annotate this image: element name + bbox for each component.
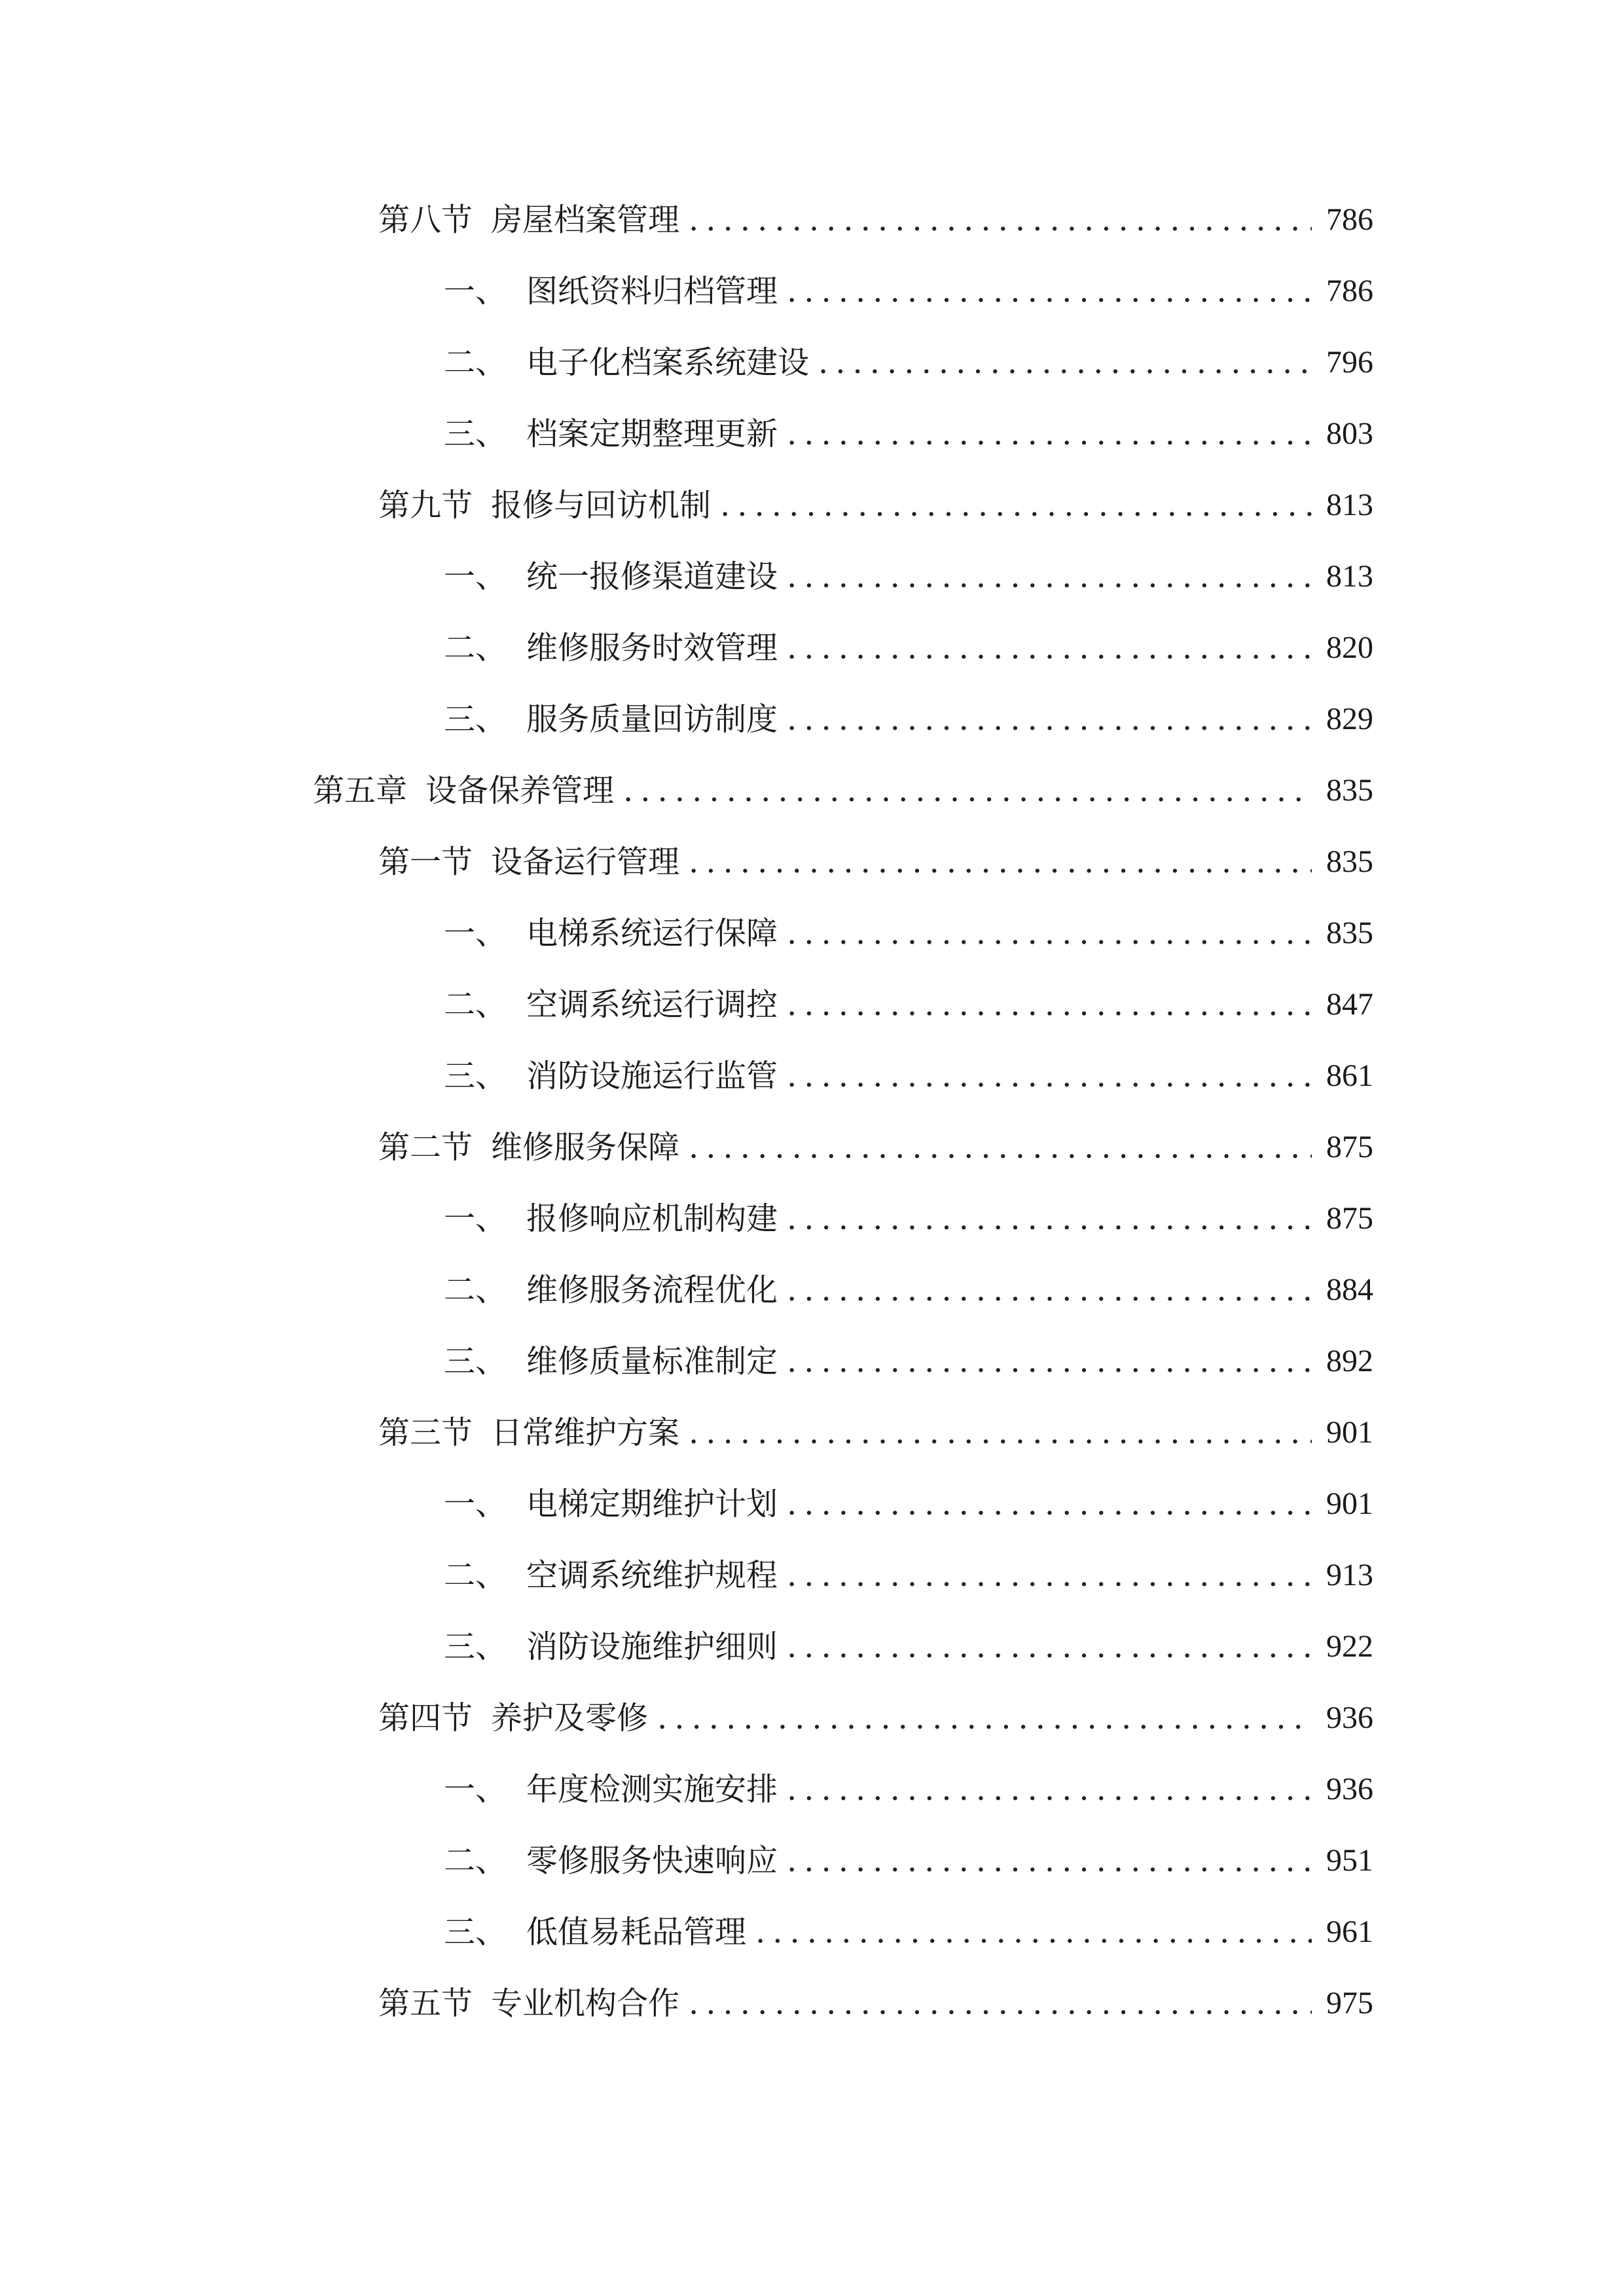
toc-entry-section[interactable] (378, 1407, 1373, 1459)
toc-page-number: 892 (1326, 1344, 1373, 1378)
toc-entry-title: 房屋档案管理 (491, 202, 680, 238)
toc-entry-label (444, 1549, 778, 1602)
toc-entry-title: 维修服务时效管理 (526, 630, 778, 666)
toc-entry-item[interactable] (444, 336, 1373, 389)
toc-entry-number: 一、 (444, 915, 507, 952)
toc-entry-title: 日常维护方案 (491, 1414, 680, 1451)
dot-leader (689, 1407, 1312, 1459)
dot-leader (787, 978, 1312, 1031)
toc-entry-label (444, 1763, 778, 1816)
dot-leader (787, 408, 1312, 460)
dot-leader (787, 1835, 1312, 1887)
toc-page-number: 975 (1326, 1986, 1373, 2020)
toc-entry-title: 图纸资料归档管理 (526, 273, 778, 310)
toc-page-number: 796 (1326, 345, 1373, 380)
toc-entry-label (378, 194, 679, 246)
toc-entry-title: 维修服务保障 (491, 1129, 680, 1166)
toc-page-number: 829 (1326, 702, 1373, 736)
toc-entry-title: 空调系统维护规程 (526, 1557, 778, 1594)
toc-page-number: 820 (1326, 630, 1373, 665)
toc-page-number: 875 (1326, 1201, 1373, 1236)
toc-entry-section[interactable] (378, 194, 1373, 246)
toc-entry-label (444, 907, 778, 960)
toc-entry-label (378, 836, 679, 888)
toc-entry-number: 二、 (444, 1557, 507, 1594)
toc-entry-number: 第四节 (378, 1700, 473, 1736)
toc-page-number: 951 (1326, 1843, 1373, 1878)
toc-entry-label (313, 764, 614, 817)
toc-entry-title: 维修服务流程优化 (526, 1272, 778, 1308)
dot-leader (720, 479, 1312, 531)
toc-entry-item[interactable] (444, 907, 1373, 960)
toc-page-number: 884 (1326, 1272, 1373, 1307)
toc-entry-title: 低值易耗品管理 (526, 1914, 747, 1950)
dot-leader (787, 1549, 1312, 1602)
dot-leader (689, 194, 1312, 246)
toc-entry-number: 三、 (444, 701, 507, 738)
toc-entry-number: 三、 (444, 1628, 507, 1665)
toc-entry-number: 二、 (444, 630, 507, 666)
toc-entry-number: 第五章 (313, 772, 408, 809)
toc-entry-title: 报修响应机制构建 (526, 1200, 778, 1237)
toc-page-number: 961 (1326, 1914, 1373, 1949)
toc-entry-label (444, 336, 809, 389)
toc-entry-number: 二、 (444, 1842, 507, 1879)
toc-entry-label (444, 1193, 778, 1245)
toc-entry-title: 统一报修渠道建设 (526, 558, 778, 595)
toc-entry-number: 三、 (444, 1343, 507, 1380)
dot-leader (787, 1193, 1312, 1245)
toc-entry-item[interactable] (444, 408, 1373, 460)
toc-entry-label (444, 1478, 778, 1530)
toc-entry-section[interactable] (378, 1692, 1373, 1744)
dot-leader (787, 550, 1312, 603)
toc-entry-title: 年度检测实施安排 (526, 1771, 778, 1808)
dot-leader (787, 1621, 1312, 1673)
toc-entry-title: 维修质量标准制定 (526, 1343, 778, 1380)
dot-leader (689, 836, 1312, 888)
dot-leader (787, 693, 1312, 745)
toc-entry-label (444, 978, 778, 1031)
toc-entry-item[interactable] (444, 1906, 1373, 1958)
toc-page-number: 901 (1326, 1415, 1373, 1450)
toc-entry-number: 第五节 (378, 1985, 473, 2022)
toc-entry-item[interactable] (444, 1549, 1373, 1602)
toc-entry-title: 消防设施维护细则 (526, 1628, 778, 1665)
toc-entry-title: 电梯定期维护计划 (526, 1486, 778, 1522)
toc-entry-item[interactable] (444, 978, 1373, 1031)
toc-entry-label (378, 479, 711, 531)
toc-page-number: 875 (1326, 1130, 1373, 1164)
toc-entry-label (444, 1621, 778, 1673)
dot-leader (787, 1478, 1312, 1530)
toc-entry-number: 二、 (444, 344, 507, 381)
toc-entry-title: 消防设施运行监管 (526, 1058, 778, 1094)
dot-leader (787, 1050, 1312, 1102)
toc-entry-number: 一、 (444, 558, 507, 595)
toc-entry-label (444, 265, 778, 317)
toc-entry-item[interactable] (444, 1621, 1373, 1673)
toc-entry-item[interactable] (444, 1763, 1373, 1816)
toc-entry-number: 二、 (444, 1272, 507, 1308)
dot-leader (818, 336, 1312, 389)
toc-entry-title: 服务质量回访制度 (526, 701, 778, 738)
dot-leader (689, 1977, 1312, 2030)
toc-entry-number: 三、 (444, 416, 507, 452)
toc-page-number: 901 (1326, 1486, 1373, 1521)
toc-entry-number: 二、 (444, 986, 507, 1023)
toc-entry-label (444, 1264, 778, 1316)
toc-entry-title: 设备运行管理 (491, 844, 680, 880)
toc-entry-item[interactable] (444, 1478, 1373, 1530)
toc-page-number: 813 (1326, 488, 1373, 522)
dot-leader (657, 1692, 1312, 1744)
toc-entry-label (378, 1977, 679, 2030)
toc-entry-title: 设备保养管理 (425, 772, 615, 809)
toc-page-number: 847 (1326, 987, 1373, 1022)
toc-page-number: 936 (1326, 1772, 1373, 1806)
toc-entry-item[interactable] (444, 1835, 1373, 1887)
toc-entry-section[interactable] (378, 836, 1373, 888)
toc-entry-label (444, 1906, 746, 1958)
toc-entry-number: 一、 (444, 1771, 507, 1808)
toc-entry-title: 档案定期整理更新 (526, 416, 778, 452)
dot-leader (787, 907, 1312, 960)
toc-page-number: 922 (1326, 1629, 1373, 1664)
toc-entry-title: 专业机构合作 (491, 1985, 680, 2022)
toc-entry-number: 第八节 (378, 202, 473, 238)
toc-page-number: 803 (1326, 416, 1373, 451)
toc-entry-title: 电梯系统运行保障 (526, 915, 778, 952)
toc-page-number: 835 (1326, 916, 1373, 950)
toc-page-number: 936 (1326, 1700, 1373, 1735)
toc-entry-item[interactable] (444, 550, 1373, 603)
toc-entry-number: 第二节 (378, 1129, 473, 1166)
toc-entry-number: 一、 (444, 1200, 507, 1237)
toc-entry-number: 第三节 (378, 1414, 473, 1451)
toc-entry-label (444, 1835, 778, 1887)
toc-entry-chapter[interactable] (313, 764, 1373, 817)
dot-leader (787, 1335, 1312, 1388)
toc-entry-label (444, 550, 778, 603)
dot-leader (787, 265, 1312, 317)
toc-entry-item[interactable] (444, 622, 1373, 674)
toc-entry-title: 空调系统运行调控 (526, 986, 778, 1023)
toc-entry-title: 养护及零修 (491, 1700, 649, 1736)
toc-page-number: 861 (1326, 1058, 1373, 1093)
toc-page-number: 913 (1326, 1558, 1373, 1592)
toc-entry-number: 三、 (444, 1058, 507, 1094)
toc-page-number: 813 (1326, 559, 1373, 594)
toc-entry-label (444, 1050, 778, 1102)
toc-page-number: 835 (1326, 773, 1373, 808)
toc-entry-number: 第一节 (378, 844, 473, 880)
toc-entry-item[interactable] (444, 1193, 1373, 1245)
toc-entry-item[interactable] (444, 1335, 1373, 1388)
toc-entry-label (378, 1407, 679, 1459)
toc-entry-item[interactable] (444, 1050, 1373, 1102)
dot-leader (787, 1763, 1312, 1816)
toc-entry-section[interactable] (378, 1977, 1373, 2030)
toc-entry-section[interactable] (378, 1121, 1373, 1174)
toc-page-number: 786 (1326, 202, 1373, 237)
toc-entry-number: 一、 (444, 1486, 507, 1522)
toc-entry-label (444, 408, 778, 460)
toc-entry-title: 报修与回访机制 (491, 487, 712, 524)
toc-entry-item[interactable] (444, 265, 1373, 317)
dot-leader (787, 622, 1312, 674)
toc-page-number: 786 (1326, 274, 1373, 308)
toc-entry-label (378, 1121, 679, 1174)
toc-entry-item[interactable] (444, 693, 1373, 745)
toc-entry-number: 一、 (444, 273, 507, 310)
toc-page-number: 835 (1326, 844, 1373, 879)
toc-entry-number: 第九节 (378, 487, 473, 524)
toc-entry-label (444, 622, 778, 674)
toc-entry-label (444, 693, 778, 745)
toc-entry-item[interactable] (444, 1264, 1373, 1316)
toc-entry-title: 零修服务快速响应 (526, 1842, 778, 1879)
toc-entry-label (378, 1692, 648, 1744)
toc-entry-label (444, 1335, 778, 1388)
toc-entry-title: 电子化档案系统建设 (526, 344, 810, 381)
dot-leader (787, 1264, 1312, 1316)
dot-leader (623, 764, 1312, 817)
toc-entry-number: 三、 (444, 1914, 507, 1950)
dot-leader (755, 1906, 1312, 1958)
toc-entry-section[interactable] (378, 479, 1373, 531)
dot-leader (689, 1121, 1312, 1174)
